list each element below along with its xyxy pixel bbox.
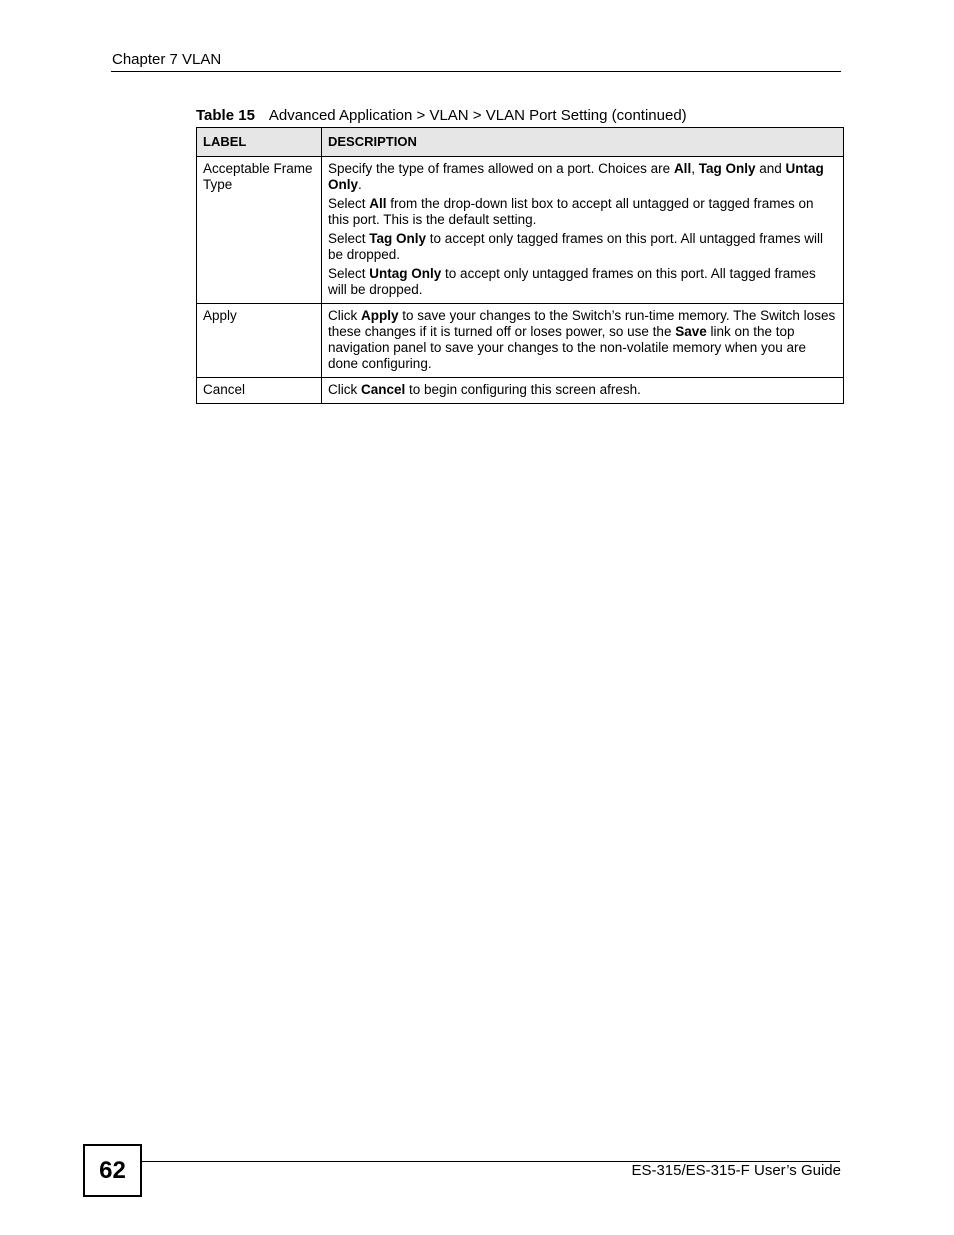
table-caption-text: Advanced Application > VLAN > VLAN Port Setting (continued) (268, 107, 687, 124)
bold-term: Untag Only (369, 266, 442, 281)
table-number: Table 15 (196, 107, 255, 124)
description-paragraph (328, 266, 837, 298)
row-description (322, 157, 844, 304)
table-body (197, 157, 844, 404)
description-paragraph (328, 382, 837, 398)
bold-term: Tag Only (698, 161, 756, 176)
bold-term: Untag Only (328, 161, 824, 192)
table-row (197, 304, 844, 378)
text-run: Click (328, 308, 361, 323)
bold-term: Tag Only (369, 231, 427, 246)
text-run: to save your changes to the Switch’s run-time memory. The Switch loses these changes if it is turned off or loses power, so use the (328, 308, 836, 339)
bold-term: Apply (361, 308, 399, 323)
row-label: Apply (197, 304, 322, 378)
table-row (197, 157, 844, 304)
description-paragraph (328, 308, 837, 372)
text-run: and (755, 161, 786, 176)
row-description (322, 378, 844, 404)
table-row (197, 378, 844, 404)
description-column-header: DESCRIPTION (322, 128, 844, 157)
text-run: Specify the type of frames allowed on a port. Choices are (328, 161, 674, 176)
text-run: to accept only untagged frames on this port. All tagged frames will be dropped. (328, 266, 816, 297)
text-run: . (358, 177, 362, 192)
label-column-header: LABEL (197, 128, 322, 157)
header-divider (111, 71, 841, 72)
chapter-header: Chapter 7 VLAN (112, 51, 222, 68)
text-run: Select (328, 196, 370, 211)
bold-term: Cancel (361, 382, 406, 397)
description-paragraph (328, 231, 837, 263)
row-label: Acceptable Frame Type (197, 157, 322, 304)
table-header-row (197, 128, 844, 157)
bold-term: Save (675, 324, 707, 339)
text-run: Select (328, 266, 370, 281)
text-run: , (691, 161, 699, 176)
text-run: Select (328, 231, 370, 246)
bold-term: All (369, 196, 387, 211)
row-label: Cancel (197, 378, 322, 404)
bold-term: All (673, 161, 692, 176)
table-caption (196, 107, 687, 125)
page-number: 62 (83, 1144, 142, 1197)
description-paragraph (328, 161, 837, 193)
text-run: Click (328, 382, 361, 397)
text-run: to begin configuring this screen afresh. (405, 382, 641, 397)
description-paragraph (328, 196, 837, 228)
text-run: link on the top navigation panel to save your changes to the non-volatile memory when you are done configuring. (328, 324, 807, 371)
guide-title: ES-315/ES-315-F User’s Guide (631, 1162, 841, 1179)
text-run: from the drop-down list box to accept all untagged or tagged frames on this port. This is the default setting. (328, 196, 814, 227)
vlan-port-setting-table (196, 127, 844, 404)
text-run: to accept only tagged frames on this port. All untagged frames will be dropped. (328, 231, 824, 262)
row-description (322, 304, 844, 378)
